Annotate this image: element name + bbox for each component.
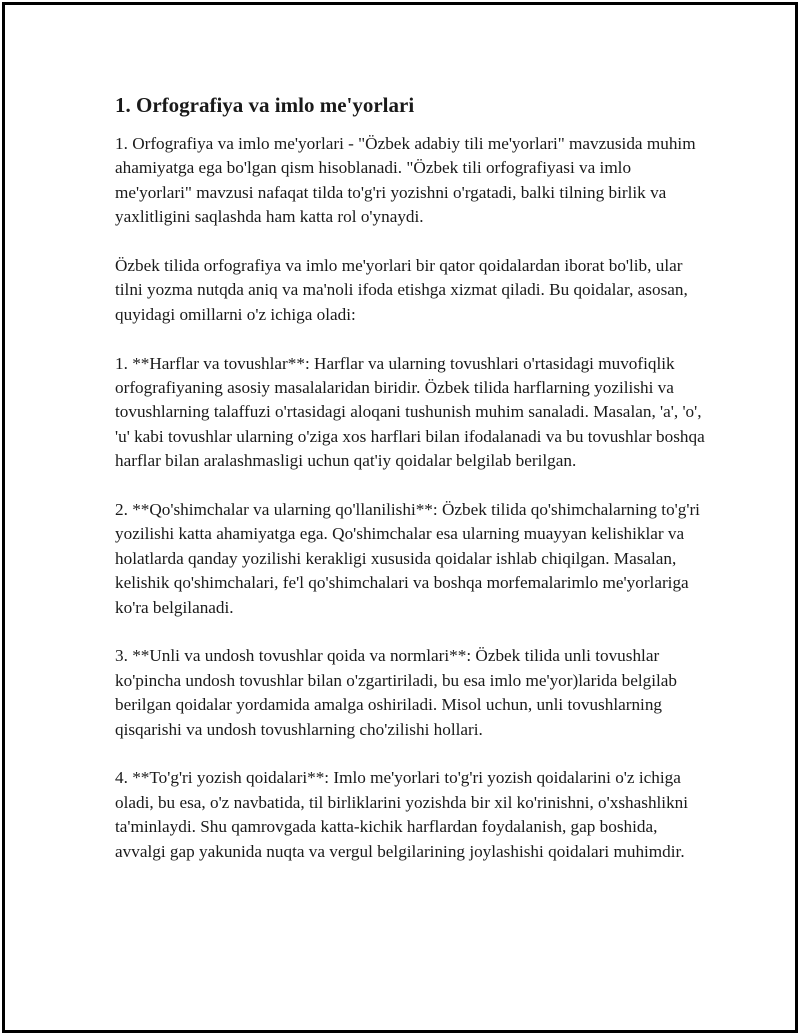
paragraph-writing-rules: 4. **To'g'ri yozish qoidalari**: Imlo me'yorlari to'g'ri yozish qoidalarini o'z ichiga oladi, bu esa, o'z navbatida, til birliklarini yozishda bir xil ko'rinishni, o'xshashlikni ta'minlaydi. Shu qamrovgada katta-kichik harflardan foydalanish, gap boshida, avvalgi gap yakunida nuqta va vergul belgilarining joylashishi qoidalari muhimdir. <box>115 768 689 861</box>
paragraph-letters-and-sounds: 1. **Harflar va tovushlar**: Harflar va ularning tovushlari o'rtasidagi muvofiqlik orfografiyaning asosiy masalalaridan biridir. Özbek tilida harflarning yozilishi va tovushlarning talaffuzi o'rtasidagi aloqani tushunish muhim sanaladi. Masalan, 'a', 'o', 'u' kabi tovushlar ularning o'ziga xos harflari bilan ifodalanadi va bu tovushlar boshqa harflar bilan aralashmasligi uchun qat'iy qoidalar belgilab berilgan. <box>115 353 705 471</box>
paragraph-suffixes: 2. **Qo'shimchalar va ularning qo'llanilishi**: Özbek tilida qo'shimchalarning to'g'ri yozilishi katta ahamiyatga ega. Qo'shimchalar esa ularning muayyan kelishiklar va holatlarda qanday yozilishi kerakligi xususida qoidalar ishlab chiqilgan. Masalan, kelishik qo'shimchalari, fe'l qo'shimchalari va boshqa morfemalarimlo me'yorlariga ko'ra belgilanadi. <box>115 500 700 617</box>
document-title: 1. Orfografiya va imlo me'yorlari <box>115 93 415 117</box>
document-body <box>115 90 705 889</box>
paragraph-intro: 1. Orfografiya va imlo me'yorlari - "Özbek adabiy tili me'yorlari" mavzusida muhim ahamiyatga ega bo'lgan qism hisoblanadi. "Özbek tili orfografiyasi va imlo me'yorlari" mavzusi nafaqat tilda to'g'ri yozishni o'rgatadi, balki tilning birlik va yaxlitligini saqlashda ham katta rol o'ynaydi. <box>115 134 696 227</box>
paragraph-overview: Özbek tilida orfografiya va imlo me'yorlari bir qator qoidalardan iborat bo'lib, ular tilni yozma nutqda aniq va ma'noli ifoda etishga xizmat qiladi. Bu qoidalar, asosan, quyidagi omillarni o'z ichiga oladi: <box>115 256 688 324</box>
paragraph-vowels-consonants: 3. **Unli va undosh tovushlar qoida va normlari**: Özbek tilida unli tovushlar ko'pincha undosh tovushlar bilan o'zgartiriladi, bu esa imlo me'yor)larida belgilab berilgan qoidalar yordamida amalga oshiriladi. Misol uchun, unli tovushlarning qisqarishi va undosh tovushlarning cho'zilishi hollari. <box>115 646 678 739</box>
